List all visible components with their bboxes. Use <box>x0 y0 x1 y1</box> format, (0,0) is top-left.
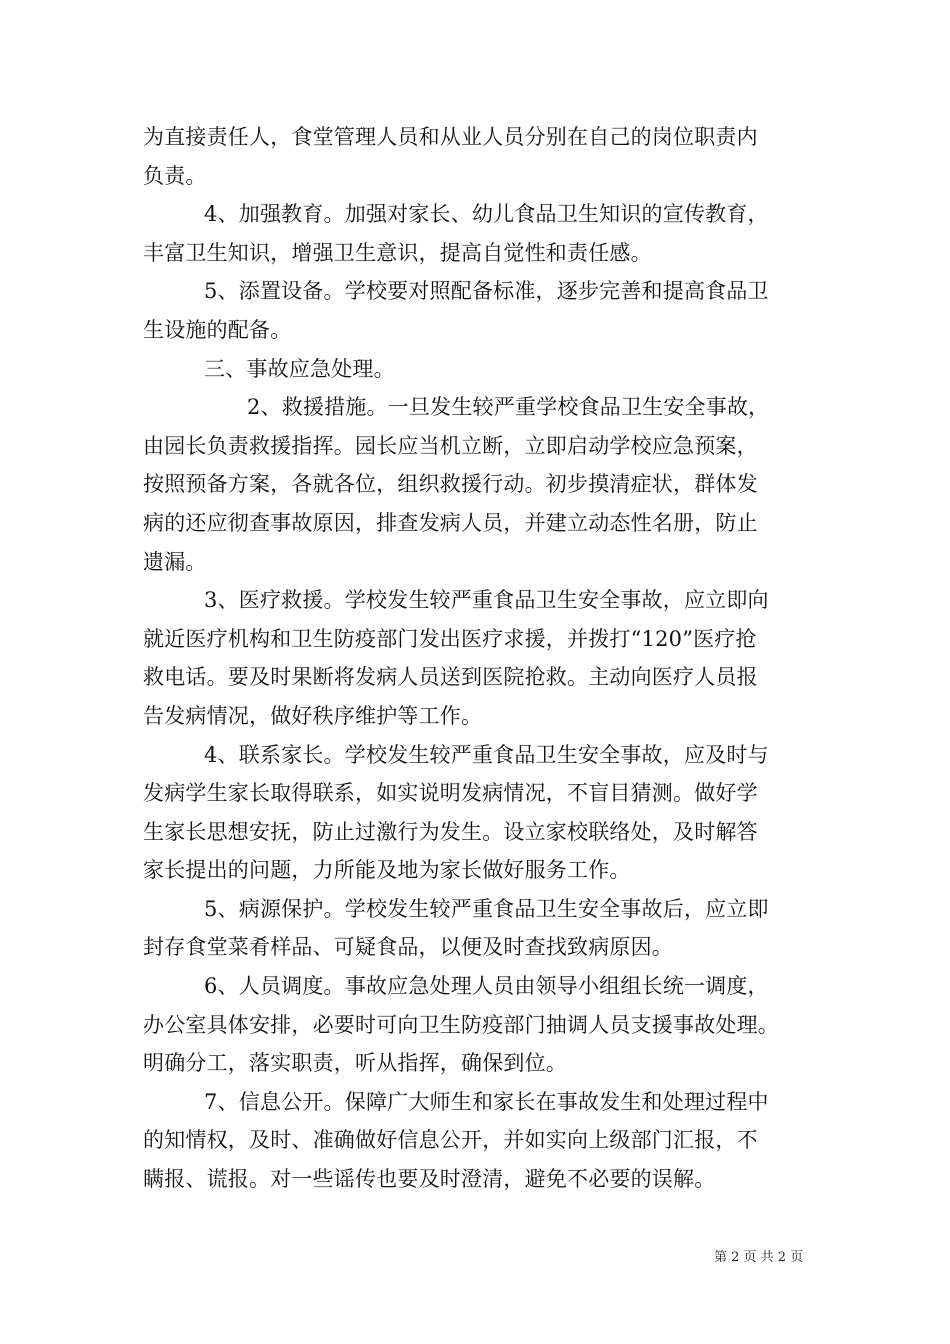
page-number-footer: 第 2 页 共 2 页 <box>714 1250 804 1265</box>
body-line: 办公室具体安排，必要时可向卫生防疫部门抽调人员支援事故处理。 <box>143 1012 779 1037</box>
body-line: 的知情权，及时、准确做好信息公开，并如实向上级部门汇报，不 <box>143 1128 758 1153</box>
body-line: 病的还应彻查事故原因，排查发病人员，并建立动态性名册，防止 <box>143 510 758 535</box>
body-line: 发病学生家长取得联系，如实说明发病情况，不盲目猜测。做好学 <box>143 781 758 806</box>
paragraph-start-line: 2、救援措施。一旦发生较严重学校食品卫生安全事故， <box>247 395 770 420</box>
paragraph-start-line: 6、人员调度。事故应急处理人员由领导小组组长统一调度， <box>204 974 769 999</box>
paragraph-start-line: 4、联系家长。学校发生较严重食品卫生安全事故，应及时与 <box>204 742 769 767</box>
body-line: 救电话。要及时果断将发病人员送到医院抢救。主动向医疗人员报 <box>143 665 758 690</box>
body-line: 就近医疗机构和卫生防疫部门发出医疗求援，并拨打“120”医疗抢 <box>143 626 757 651</box>
document-body <box>143 118 823 1199</box>
body-line: 明确分工，落实职责，听从指挥，确保到位。 <box>143 1051 567 1076</box>
paragraph-start-line: 5、添置设备。学校要对照配备标准，逐步完善和提高食品卫 <box>204 279 769 304</box>
body-line: 生设施的配备。 <box>143 317 292 342</box>
body-line: 为直接责任人，食堂管理人员和从业人员分别在自己的岗位职责内 <box>143 125 758 149</box>
paragraph-start-line: 3、医疗救援。学校发生较严重食品卫生安全事故，应立即向 <box>204 588 769 613</box>
paragraph-start-line: 5、病源保护。学校发生较严重食品卫生安全事故后，应立即 <box>204 896 769 921</box>
body-line: 遗漏。 <box>143 549 207 574</box>
body-line: 家长提出的问题，力所能及地为家长做好服务工作。 <box>143 858 631 883</box>
body-line: 负责。 <box>143 163 207 188</box>
body-line: 封存食堂菜肴样品、可疑食品，以便及时查找致病原因。 <box>143 935 673 960</box>
body-line: 生家长思想安抚，防止过激行为发生。设立家校联络处，及时解答 <box>143 819 758 844</box>
section-heading: 三、事故应急处理。 <box>204 356 395 381</box>
body-line: 告发病情况，做好秩序维护等工作。 <box>143 703 483 728</box>
body-line: 丰富卫生知识，增强卫生意识，提高自觉性和责任感。 <box>143 240 652 265</box>
body-line: 瞒报、谎报。对一些谣传也要及时澄清，避免不必要的误解。 <box>143 1167 716 1192</box>
paragraph-start-line: 4、加强教育。加强对家长、幼儿食品卫生知识的宣传教育， <box>204 202 769 227</box>
body-line: 由园长负责救援指挥。园长应当机立断，立即启动学校应急预案， <box>143 433 758 458</box>
paragraph-start-line: 7、信息公开。保障广大师生和家长在事故发生和处理过程中 <box>204 1089 769 1114</box>
body-line: 按照预备方案，各就各位，组织救援行动。初步摸清症状，群体发 <box>143 472 758 497</box>
